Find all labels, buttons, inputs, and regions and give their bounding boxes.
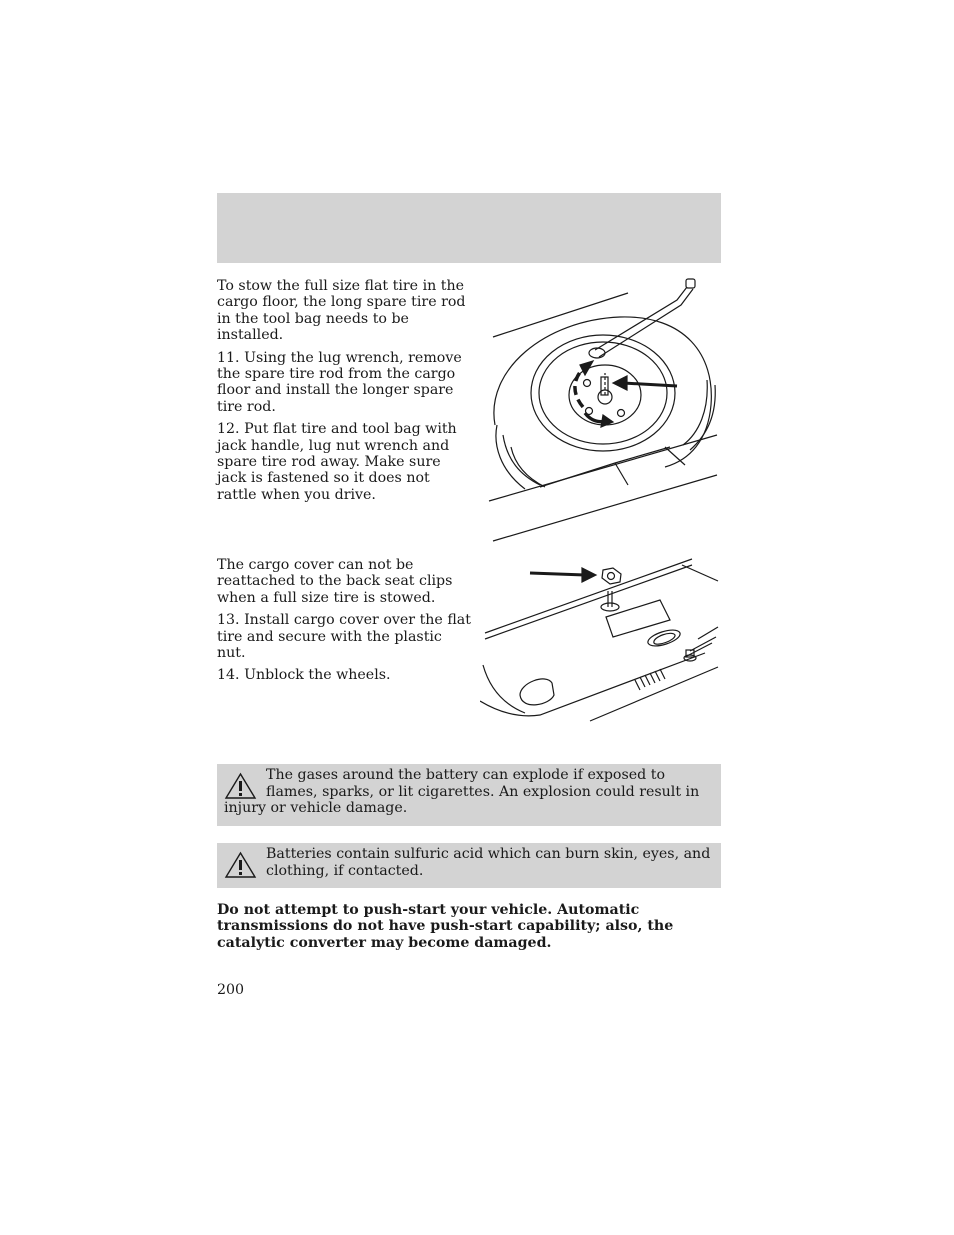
cargo-cover-note: The cargo cover can not be reattached to the back seat clips when a full size tire is stowed. xyxy=(217,557,453,606)
warning-triangle-icon xyxy=(224,772,257,800)
step-14: 14. Unblock the wheels. xyxy=(217,667,391,684)
sulfuric-acid-warning-text: Batteries contain sulfuric acid which can burn skin, eyes, and clothing, if contacted. xyxy=(266,846,711,879)
page-number: 200 xyxy=(217,982,245,998)
cargo-cover-nut-illustration xyxy=(480,555,721,727)
section-header-band xyxy=(217,193,721,263)
stow-tire-instructions xyxy=(217,278,473,509)
intro-paragraph: To stow the full size flat tire in the cargo floor, the long spare tire rod in the tool bag needs to be installed. xyxy=(217,278,466,344)
sulfuric-acid-warning xyxy=(217,843,721,888)
push-start-caution: Do not attempt to push-start your vehicle. Automatic transmissions do not have push-start capability; also, the catalytic converter may become damaged. xyxy=(217,902,674,951)
step-11: 11. Using the lug wrench, remove the spare tire rod from the cargo floor and install the longer spare tire rod. xyxy=(217,349,462,415)
spare-tire-rod-illustration xyxy=(485,275,721,545)
step-13: 13. Install cargo cover over the flat tire and secure with the plastic nut. xyxy=(217,612,471,662)
warning-triangle-icon xyxy=(224,851,257,879)
battery-explosion-warning-text: The gases around the battery can explode if exposed to flames, sparks, or lit cigarettes. An explosion could result in injury or vehicle damage. xyxy=(224,767,700,817)
step-12: 12. Put flat tire and tool bag with jack handle, lug nut wrench and spare tire rod away. Make sure jack is fastened so it does not rattle when you drive. xyxy=(217,421,457,503)
battery-explosion-warning xyxy=(217,764,721,826)
cargo-cover-instructions xyxy=(217,557,473,690)
